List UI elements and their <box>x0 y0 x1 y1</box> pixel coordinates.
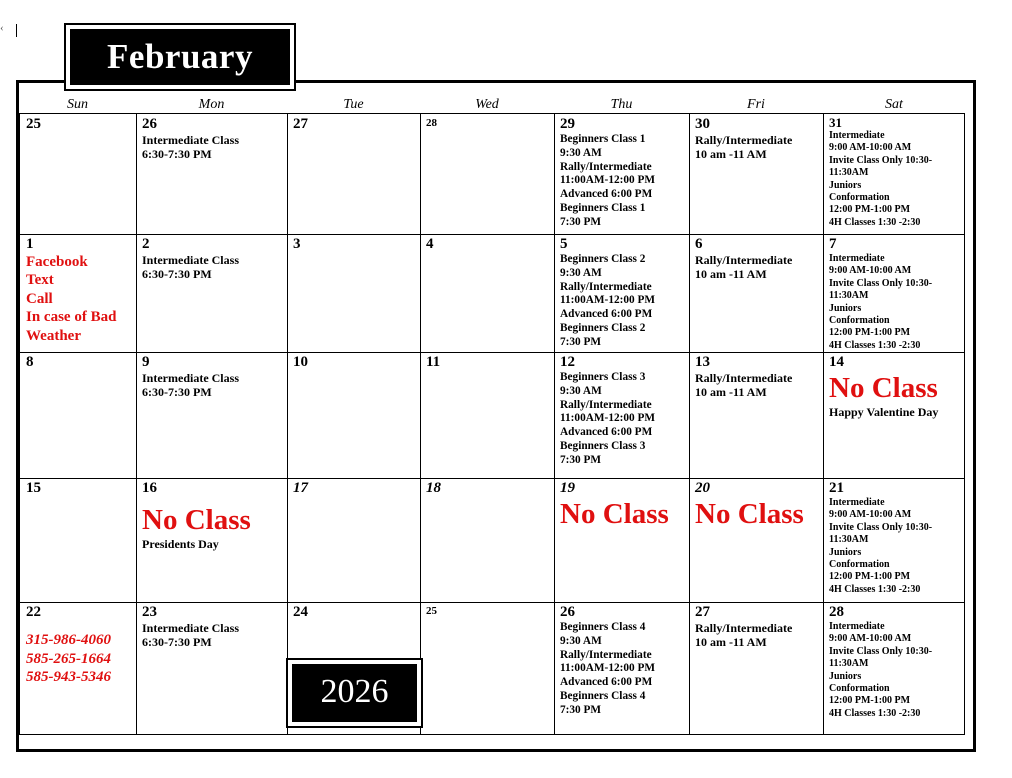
weather-notice-line: Weather <box>26 327 81 344</box>
weekday-mon: Mon <box>198 97 225 112</box>
event-line: Beginners Class 2 <box>560 253 646 265</box>
event-line: Juniors <box>829 546 862 558</box>
corner-tick-mark <box>16 24 17 37</box>
weekday-sun: Sun <box>67 97 88 112</box>
day-cell-jan-25 <box>19 113 137 235</box>
event-line: 9:00 AM-10:00 AM <box>829 509 912 521</box>
day-number: 27 <box>695 604 710 620</box>
day-cell-jan-28 <box>420 113 555 235</box>
day-cell-feb-16 <box>136 478 288 603</box>
day-number: 25 <box>426 605 437 617</box>
day-cell-feb-15 <box>19 478 137 603</box>
weekday-sat: Sat <box>885 97 903 112</box>
event-line: Rally/Intermediate <box>695 253 793 267</box>
event-line: 7:30 PM <box>560 453 602 466</box>
event-line: 10 am -11 AM <box>695 385 767 399</box>
event-line: 11:30AM <box>829 290 869 302</box>
event-line: Rally/Intermediate <box>560 160 652 173</box>
event-line: Beginners Class 4 <box>560 621 646 633</box>
event-line: 7:30 PM <box>560 335 602 348</box>
weather-notice-line: Call <box>26 290 53 307</box>
weather-notice-line: Text <box>26 272 54 289</box>
event-line: 9:00 AM-10:00 AM <box>829 265 912 277</box>
day-number: 4 <box>426 236 434 252</box>
day-cell-feb-25 <box>420 602 555 735</box>
day-cell-jan-27 <box>287 113 421 235</box>
event-line: Advanced 6:00 PM <box>560 308 653 321</box>
no-class-notice: No Class <box>695 498 804 530</box>
day-number: 10 <box>293 354 308 370</box>
event-line: 11:30AM <box>829 167 869 179</box>
no-class-notice: No Class <box>142 504 251 536</box>
weather-notice-line: In case of Bad <box>26 309 117 326</box>
event-line: Invite Class Only 10:30- <box>829 645 933 657</box>
day-cell-feb-10 <box>287 352 421 479</box>
day-cell-feb-21 <box>823 478 965 603</box>
event-line: 12:00 PM-1:00 PM <box>829 695 911 707</box>
event-line: 4H Classes 1:30 -2:30 <box>829 339 921 351</box>
event-line: Intermediate <box>829 253 885 264</box>
day-cell-feb-17 <box>287 478 421 603</box>
day-number: 26 <box>560 604 575 620</box>
month-title: February <box>70 29 290 85</box>
event-line: Rally/Intermediate <box>695 133 793 147</box>
event-line: Conformation <box>829 315 890 327</box>
day-number: 29 <box>560 116 575 132</box>
year-box <box>286 658 423 728</box>
day-cell-feb-1 <box>19 234 137 353</box>
event-line: Juniors <box>829 302 862 314</box>
weather-notice-line: Facebook <box>26 254 88 270</box>
day-number: 20 <box>695 480 710 496</box>
corner-glyph: ‹ <box>0 22 4 34</box>
spacer <box>26 621 130 631</box>
event-line: Intermediate Class <box>142 253 239 267</box>
event-line: Intermediate Class <box>142 621 239 635</box>
day-cell-jan-30 <box>689 113 824 235</box>
phone-number: 585-943-5346 <box>26 669 111 685</box>
event-line: 4H Classes 1:30 -2:30 <box>829 583 921 595</box>
event-line: 4H Classes 1:30 -2:30 <box>829 707 921 719</box>
phone-number: 585-265-1664 <box>26 650 111 667</box>
day-cell-feb-11 <box>420 352 555 479</box>
day-number: 12 <box>560 354 575 370</box>
day-number: 1 <box>26 236 34 252</box>
event-line: 11:00AM-12:00 PM <box>560 294 656 307</box>
event-line: 6:30-7:30 PM <box>142 147 212 161</box>
day-cell-feb-3 <box>287 234 421 353</box>
event-line: Advanced 6:00 PM <box>560 676 653 689</box>
event-line: 12:00 PM-1:00 PM <box>829 571 911 583</box>
day-number: 19 <box>560 480 575 496</box>
event-line: 12:00 PM-1:00 PM <box>829 327 911 339</box>
day-number: 6 <box>695 236 703 252</box>
event-line: Conformation <box>829 683 890 695</box>
event-line: Beginners Class 3 <box>560 439 646 452</box>
day-cell-feb-4 <box>420 234 555 353</box>
day-cell-feb-23 <box>136 602 288 735</box>
no-class-notice: No Class <box>829 372 938 404</box>
weekday-wed: Wed <box>475 97 499 112</box>
event-line: 7:30 PM <box>560 215 602 228</box>
day-cell-feb-27 <box>689 602 824 735</box>
day-number: 7 <box>829 236 837 252</box>
event-line: Rally/Intermediate <box>695 621 793 635</box>
day-number: 5 <box>560 236 568 252</box>
event-line: 4H Classes 1:30 -2:30 <box>829 216 921 228</box>
weekday-fri: Fri <box>747 97 765 112</box>
event-line: Rally/Intermediate <box>560 648 652 661</box>
day-cell-feb-8 <box>19 352 137 479</box>
event-line: 7:30 PM <box>560 703 602 716</box>
day-cell-feb-14 <box>823 352 965 479</box>
event-line: 11:00AM-12:00 PM <box>560 412 656 425</box>
event-line: Beginners Class 3 <box>560 371 646 383</box>
day-cell-jan-31 <box>823 113 965 235</box>
weekday-tue: Tue <box>343 97 364 112</box>
no-class-notice: No Class <box>560 498 669 530</box>
event-line: 6:30-7:30 PM <box>142 385 212 399</box>
event-line: Juniors <box>829 179 862 191</box>
event-line: 9:30 AM <box>560 634 602 647</box>
event-line: 10 am -11 AM <box>695 147 767 161</box>
event-line: Conformation <box>829 559 890 571</box>
event-line: 9:30 AM <box>560 146 602 159</box>
holiday-label: Presidents Day <box>142 537 219 551</box>
day-number: 9 <box>142 354 150 370</box>
event-line: Conformation <box>829 192 890 204</box>
year-label: 2026 <box>292 664 417 722</box>
weekday-header <box>19 96 965 113</box>
day-number: 13 <box>695 354 710 370</box>
event-line: 9:30 AM <box>560 384 602 397</box>
event-line: Intermediate <box>829 497 885 508</box>
day-number: 22 <box>26 604 41 620</box>
day-number: 14 <box>829 354 844 370</box>
day-cell-feb-13 <box>689 352 824 479</box>
day-number: 28 <box>426 117 437 129</box>
event-line: Rally/Intermediate <box>695 371 793 385</box>
day-number: 30 <box>695 116 710 132</box>
event-line: Advanced 6:00 PM <box>560 426 653 439</box>
day-cell-feb-12 <box>554 352 690 479</box>
phone-number: 315-986-4060 <box>26 632 111 648</box>
event-line: Intermediate <box>829 621 885 632</box>
event-line: 9:00 AM-10:00 AM <box>829 633 912 645</box>
event-line: 10 am -11 AM <box>695 635 767 649</box>
event-line: 9:00 AM-10:00 AM <box>829 142 912 154</box>
event-line: 6:30-7:30 PM <box>142 267 212 281</box>
event-line: 9:30 AM <box>560 266 602 279</box>
event-line: Intermediate Class <box>142 133 239 147</box>
day-number: 18 <box>426 480 441 496</box>
day-number: 23 <box>142 604 157 620</box>
day-cell-jan-26 <box>136 113 288 235</box>
event-line: Rally/Intermediate <box>560 280 652 293</box>
event-line: 6:30-7:30 PM <box>142 635 212 649</box>
day-number: 16 <box>142 480 157 496</box>
day-number: 21 <box>829 480 844 496</box>
day-number: 17 <box>293 480 308 496</box>
event-line: 12:00 PM-1:00 PM <box>829 204 911 216</box>
event-line: Invite Class Only 10:30- <box>829 154 933 166</box>
day-number: 27 <box>293 116 308 132</box>
event-line: 11:30AM <box>829 658 869 670</box>
day-number: 8 <box>26 354 34 370</box>
day-number: 3 <box>293 236 301 252</box>
event-line: Advanced 6:00 PM <box>560 188 653 201</box>
day-number: 11 <box>426 354 441 370</box>
event-line: Beginners Class 2 <box>560 321 646 334</box>
event-line: Juniors <box>829 670 862 682</box>
event-line: Invite Class Only 10:30- <box>829 521 933 533</box>
calendar-grid <box>19 113 965 735</box>
day-cell-feb-26 <box>554 602 690 735</box>
day-cell-feb-7 <box>823 234 965 353</box>
day-number: 2 <box>142 236 150 252</box>
day-number: 15 <box>26 480 41 496</box>
day-cell-feb-2 <box>136 234 288 353</box>
event-line: Intermediate Class <box>142 371 239 385</box>
day-cell-feb-5 <box>554 234 690 353</box>
event-line: Rally/Intermediate <box>560 398 652 411</box>
event-line: Intermediate <box>829 130 885 141</box>
day-cell-feb-19 <box>554 478 690 603</box>
event-line: 10 am -11 AM <box>695 267 767 281</box>
event-line: Beginners Class 1 <box>560 201 646 214</box>
day-cell-feb-6 <box>689 234 824 353</box>
event-line: 11:00AM-12:00 PM <box>560 662 656 675</box>
weekday-thu: Thu <box>610 97 633 112</box>
day-number: 25 <box>26 116 41 132</box>
day-number: 24 <box>293 604 308 620</box>
event-line: 11:00AM-12:00 PM <box>560 174 656 187</box>
event-line: 11:30AM <box>829 534 869 546</box>
day-cell-feb-18 <box>420 478 555 603</box>
day-number: 28 <box>829 604 844 620</box>
event-line: Beginners Class 4 <box>560 689 646 702</box>
holiday-label: Happy Valentine Day <box>829 405 939 419</box>
event-line: Invite Class Only 10:30- <box>829 277 933 289</box>
day-cell-feb-9 <box>136 352 288 479</box>
day-cell-jan-29 <box>554 113 690 235</box>
day-cell-feb-22 <box>19 602 137 735</box>
day-cell-feb-20 <box>689 478 824 603</box>
day-number: 26 <box>142 116 157 132</box>
day-number: 31 <box>829 115 842 130</box>
day-cell-feb-28 <box>823 602 965 735</box>
month-title-box <box>64 23 296 91</box>
event-line: Beginners Class 1 <box>560 133 646 145</box>
